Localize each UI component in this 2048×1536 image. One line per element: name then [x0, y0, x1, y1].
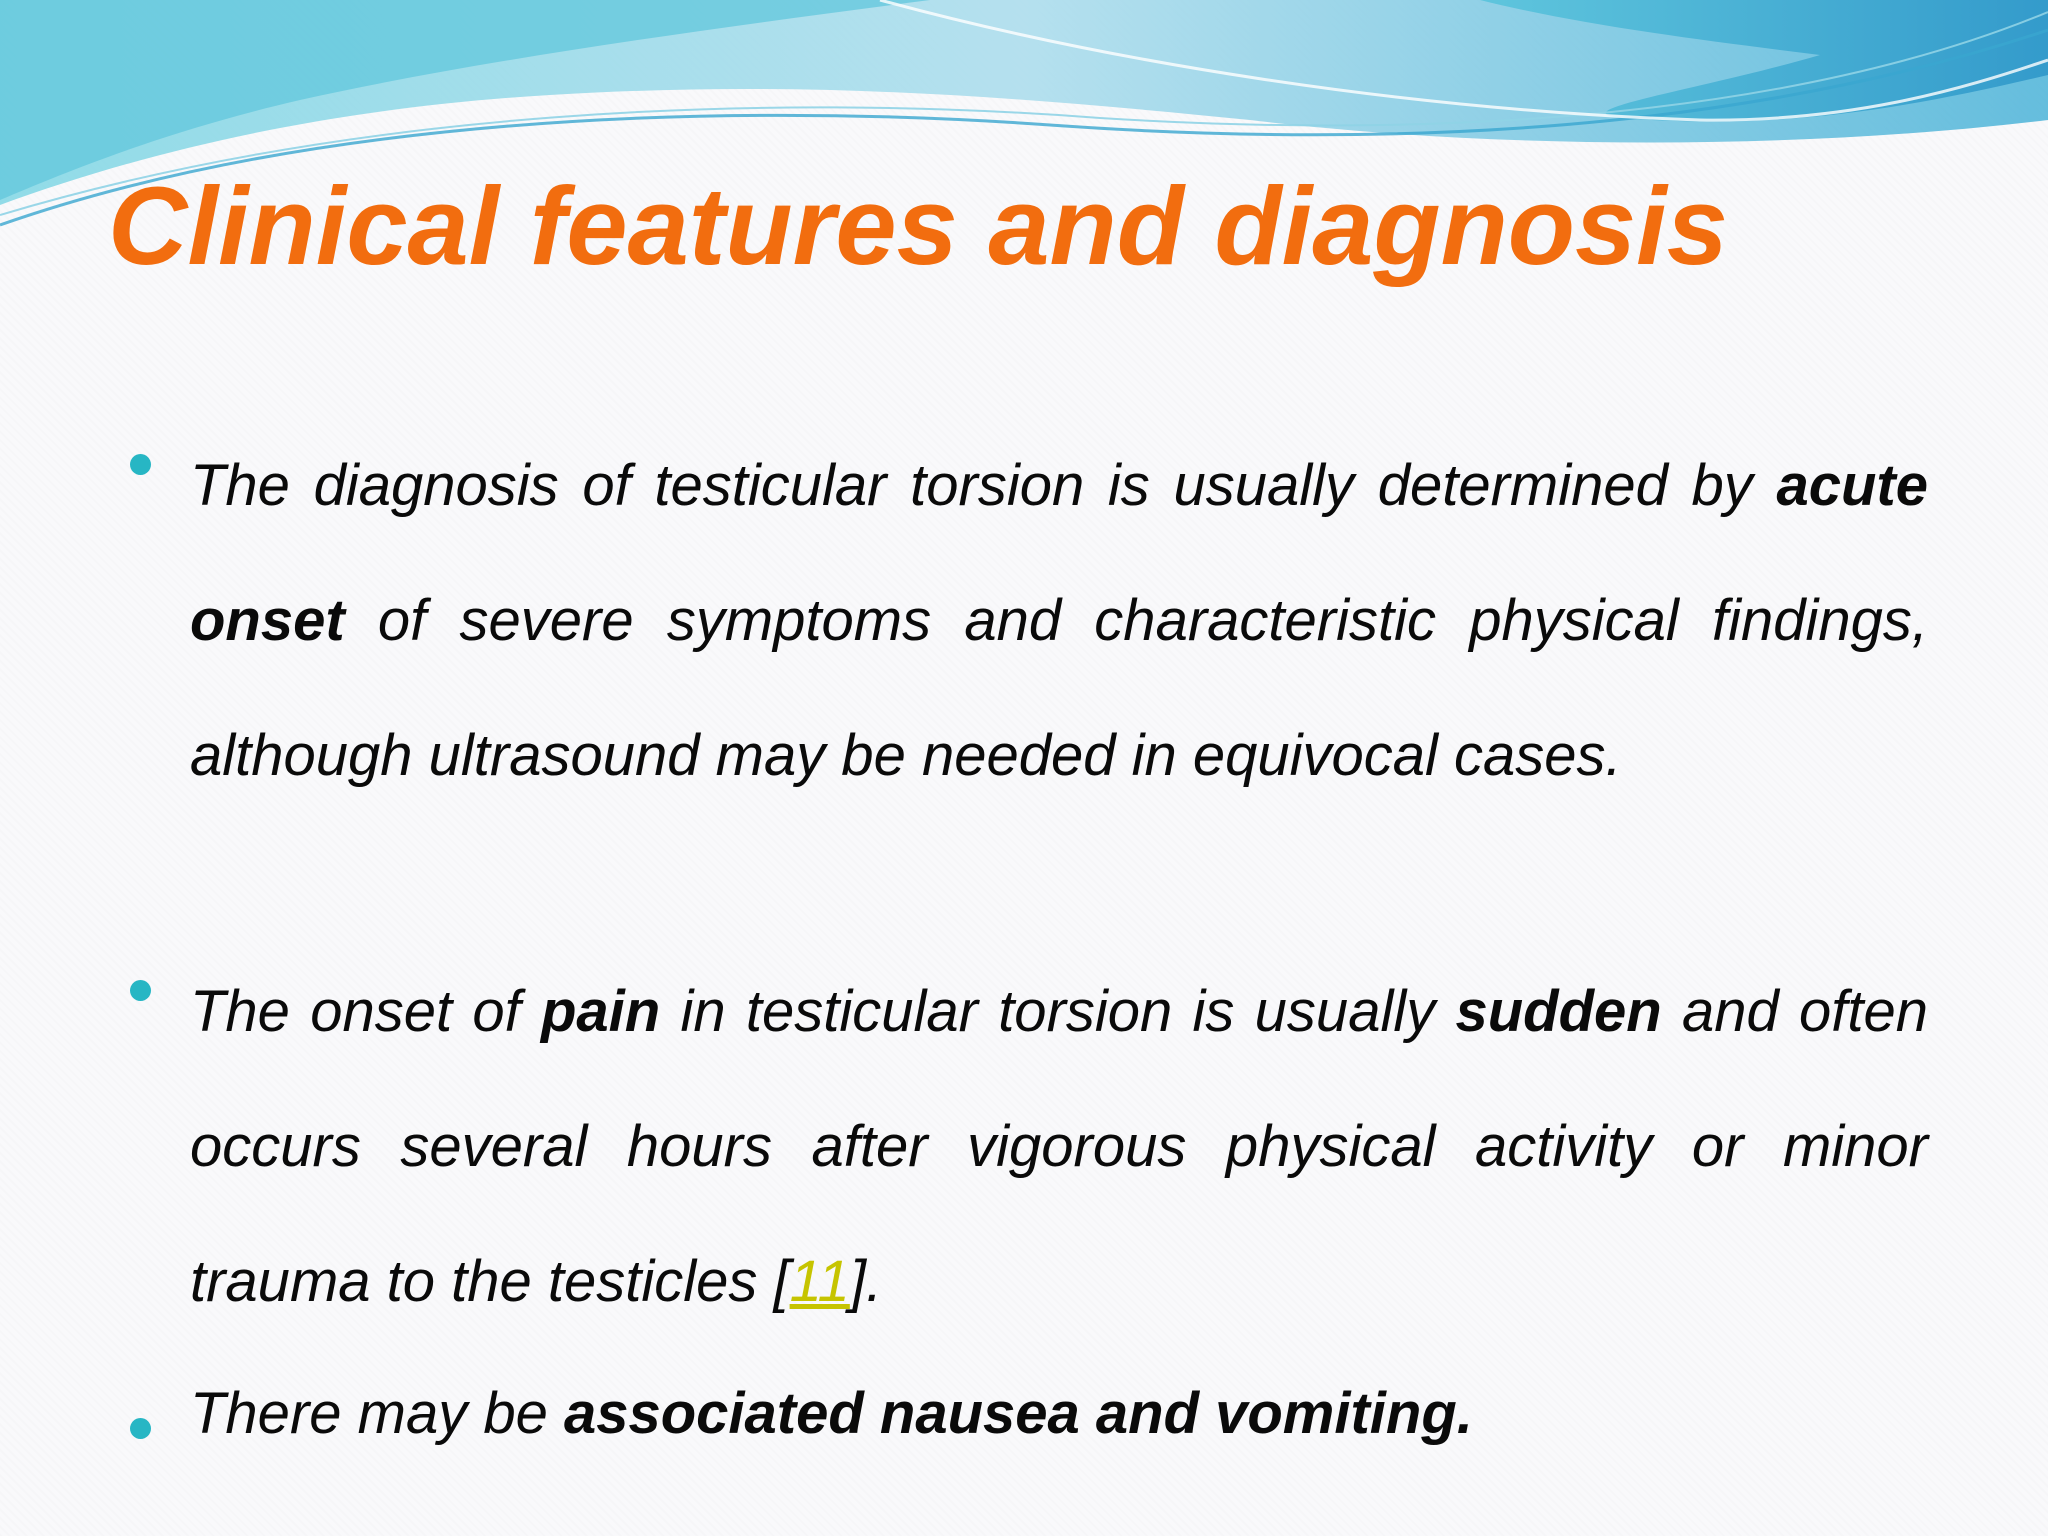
bold-text-segment: acute onset [190, 453, 1928, 653]
bullet-dot-icon [130, 1418, 151, 1439]
bold-text-segment: sudden [1455, 979, 1662, 1044]
text-segment: The onset of [190, 979, 541, 1044]
text-segment: ]. [849, 1249, 883, 1314]
bullet-dot-icon [130, 454, 151, 475]
bullet-text [190, 944, 1928, 1349]
bold-text-segment: pain [540, 979, 661, 1044]
text-segment: There may be [190, 1381, 564, 1446]
text-segment: in testicular torsion is usually [660, 979, 1456, 1044]
text-segment: The diagnosis of testicular torsion is usually determined by [190, 453, 1777, 518]
bullet-dot-icon [130, 980, 151, 1001]
slide-title: Clinical features and diagnosis [108, 165, 1728, 288]
bold-text-segment: associated nausea and vomiting. [563, 1381, 1473, 1446]
bullet-text [190, 1346, 1928, 1481]
reference-link[interactable]: 11 [789, 1249, 850, 1314]
text-segment: and often occurs several hours after vigorous physical activity or minor trauma to the testicles [ [190, 979, 1928, 1314]
bullet-text [190, 418, 1928, 823]
text-segment: of severe symptoms and characteristic physical findings, although ultrasound may be needed in equivocal cases. [190, 588, 1928, 788]
